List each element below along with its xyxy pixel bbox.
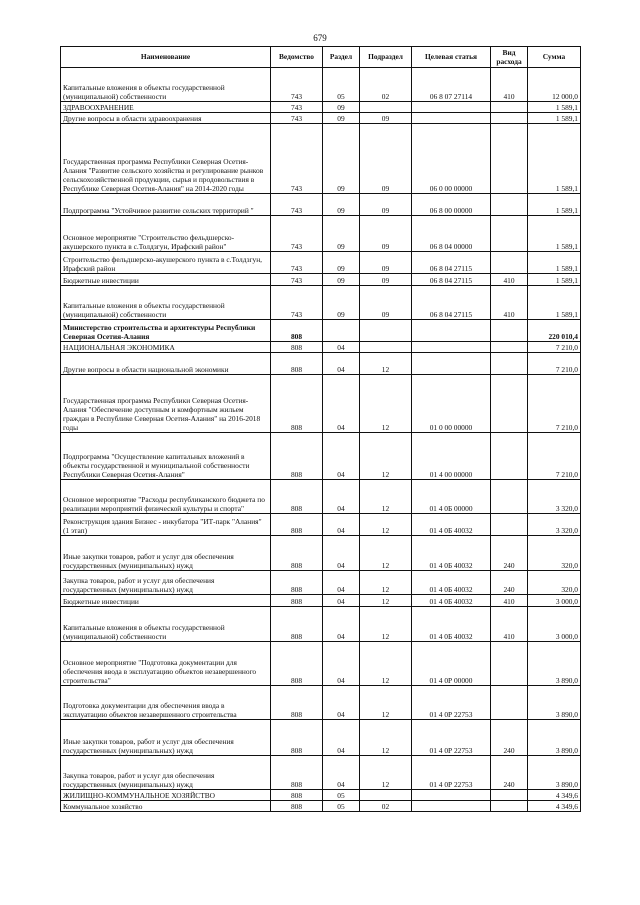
row-amount: 4 349,6: [528, 790, 581, 801]
row-target-article: [412, 102, 491, 113]
row-expense-type: [491, 686, 528, 720]
row-department: 808: [271, 720, 323, 756]
row-expense-type: [491, 124, 528, 194]
row-department: 808: [271, 571, 323, 595]
row-department: 808: [271, 536, 323, 571]
row-expense-type: 410: [491, 286, 528, 320]
row-department: 808: [271, 790, 323, 801]
row-expense-type: [491, 342, 528, 353]
row-amount: 1 589,1: [528, 124, 581, 194]
row-name: Капитальные вложения в объекты государственной (муниципальной) собственности: [61, 607, 271, 642]
row-target-article: 06 8 04 27115: [412, 286, 491, 320]
row-department: 808: [271, 480, 323, 514]
row-target-article: [412, 790, 491, 801]
row-name: Подготовка документации для обеспечения ввода в эксплуатацию объектов незавершенного строительства: [61, 686, 271, 720]
row-department: 808: [271, 342, 323, 353]
row-subsection: 12: [360, 595, 412, 607]
row-name: Реконструкция здания Бизнес - инкубатора "ИТ-парк "Алания" (1 этап): [61, 514, 271, 536]
row-target-article: 01 4 0Б 40032: [412, 536, 491, 571]
row-amount: 1 589,1: [528, 102, 581, 113]
row-subsection: [360, 790, 412, 801]
row-amount: 1 589,1: [528, 194, 581, 216]
row-department: 743: [271, 216, 323, 252]
row-amount: 320,0: [528, 536, 581, 571]
row-department: 808: [271, 756, 323, 790]
row-department: 743: [271, 124, 323, 194]
row-expense-type: 410: [491, 274, 528, 286]
row-subsection: 12: [360, 375, 412, 433]
table-row: [61, 536, 581, 571]
row-subsection: 02: [360, 68, 412, 102]
row-subsection: 12: [360, 571, 412, 595]
header-name: Наименование: [61, 47, 271, 68]
row-section: 05: [323, 801, 360, 812]
row-subsection: 09: [360, 252, 412, 274]
row-target-article: 06 8 04 27115: [412, 252, 491, 274]
row-name: Бюджетные инвестиции: [61, 595, 271, 607]
row-name: Подпрограмма "Устойчивое развитие сельских территорий ": [61, 194, 271, 216]
row-name: Строительство фельдшерско-акушерского пункта в с.Толдзгун, Ирафский район: [61, 252, 271, 274]
row-amount: 3 320,0: [528, 480, 581, 514]
row-section: 04: [323, 536, 360, 571]
row-name: НАЦИОНАЛЬНАЯ ЭКОНОМИКА: [61, 342, 271, 353]
row-subsection: 09: [360, 274, 412, 286]
row-target-article: [412, 320, 491, 342]
table-row: [61, 353, 581, 375]
row-section: 09: [323, 124, 360, 194]
table-row: [61, 68, 581, 102]
row-name: Капитальные вложения в объекты государственной (муниципальной) собственности: [61, 68, 271, 102]
row-target-article: [412, 353, 491, 375]
budget-table: [60, 46, 581, 812]
row-subsection: 09: [360, 113, 412, 124]
row-section: 04: [323, 686, 360, 720]
row-department: 808: [271, 801, 323, 812]
row-amount: 7 210,0: [528, 342, 581, 353]
header-expense-type: Вид расхода: [491, 47, 528, 68]
row-subsection: 12: [360, 686, 412, 720]
row-amount: 12 000,0: [528, 68, 581, 102]
row-amount: 3 000,0: [528, 595, 581, 607]
row-name: ЗДРАВООХРАНЕНИЕ: [61, 102, 271, 113]
row-expense-type: [491, 194, 528, 216]
row-subsection: 09: [360, 216, 412, 252]
row-expense-type: 240: [491, 571, 528, 595]
row-target-article: 06 8 00 00000: [412, 194, 491, 216]
table-row: [61, 514, 581, 536]
table-row: [61, 252, 581, 274]
row-section: 09: [323, 252, 360, 274]
row-amount: 3 320,0: [528, 514, 581, 536]
row-target-article: 01 4 0Б 40032: [412, 607, 491, 642]
row-target-article: [412, 342, 491, 353]
row-amount: 3 890,0: [528, 720, 581, 756]
row-expense-type: [491, 642, 528, 686]
row-expense-type: 410: [491, 68, 528, 102]
page-number: 679: [313, 33, 327, 43]
row-amount: 3 890,0: [528, 642, 581, 686]
row-department: 743: [271, 102, 323, 113]
header-section: Раздел: [323, 47, 360, 68]
row-target-article: 06 8 04 27115: [412, 274, 491, 286]
row-department: 808: [271, 375, 323, 433]
row-section: 09: [323, 286, 360, 320]
row-target-article: 01 4 0Р 22753: [412, 756, 491, 790]
row-target-article: 06 8 07 27114: [412, 68, 491, 102]
row-name: Основное мероприятие "Расходы республиканского бюджета по реализации мероприятий физической культуры и спорта": [61, 480, 271, 514]
row-section: 04: [323, 607, 360, 642]
table-row: [61, 595, 581, 607]
row-department: 808: [271, 607, 323, 642]
row-subsection: [360, 342, 412, 353]
row-amount: 7 210,0: [528, 433, 581, 480]
row-name: Другие вопросы в области национальной экономики: [61, 353, 271, 375]
row-name: ЖИЛИЩНО-КОММУНАЛЬНОЕ ХОЗЯЙСТВО: [61, 790, 271, 801]
row-expense-type: [491, 252, 528, 274]
row-section: 04: [323, 642, 360, 686]
row-expense-type: [491, 216, 528, 252]
row-subsection: 09: [360, 124, 412, 194]
row-amount: 3 890,0: [528, 686, 581, 720]
row-expense-type: 410: [491, 607, 528, 642]
row-section: 09: [323, 113, 360, 124]
row-name: Государственная программа Республики Северная Осетия-Алания "Развитие сельского хозяйства и регулирование рынков сельскохозяйственной продукции, сырья и продовольствия в Республике Северная Осетия-Алания" на 2014-2020 годы: [61, 124, 271, 194]
row-name: Другие вопросы в области здравоохранения: [61, 113, 271, 124]
row-section: 05: [323, 790, 360, 801]
row-expense-type: 410: [491, 595, 528, 607]
row-department: 808: [271, 595, 323, 607]
row-section: 04: [323, 595, 360, 607]
row-subsection: 12: [360, 607, 412, 642]
row-subsection: 12: [360, 642, 412, 686]
row-amount: 7 210,0: [528, 353, 581, 375]
row-section: 04: [323, 433, 360, 480]
row-amount: 1 589,1: [528, 216, 581, 252]
row-expense-type: [491, 320, 528, 342]
row-subsection: 12: [360, 536, 412, 571]
row-department: 808: [271, 642, 323, 686]
table-row: [61, 274, 581, 286]
row-target-article: 01 4 0Б 40032: [412, 514, 491, 536]
row-subsection: [360, 102, 412, 113]
row-expense-type: [491, 113, 528, 124]
row-name: Иные закупки товаров, работ и услуг для обеспечения государственных (муниципальных) нужд: [61, 720, 271, 756]
header-row: [61, 47, 581, 68]
table-row: [61, 686, 581, 720]
row-target-article: 06 0 00 00000: [412, 124, 491, 194]
table-body: [61, 68, 581, 812]
header-amount: Сумма: [528, 47, 581, 68]
row-name: Государственная программа Республики Северная Осетия-Алания "Обеспечение доступным и комфортным жильем граждан в Республике Северная Осетия-Алания" на 2016-2018 годы: [61, 375, 271, 433]
row-expense-type: [491, 102, 528, 113]
row-target-article: 06 8 04 00000: [412, 216, 491, 252]
row-subsection: 09: [360, 194, 412, 216]
row-expense-type: [491, 790, 528, 801]
row-section: 09: [323, 194, 360, 216]
row-subsection: 12: [360, 720, 412, 756]
row-expense-type: [491, 375, 528, 433]
row-amount: 3 000,0: [528, 607, 581, 642]
header-subsection: Подраздел: [360, 47, 412, 68]
row-expense-type: 240: [491, 720, 528, 756]
row-expense-type: [491, 480, 528, 514]
table-row: [61, 480, 581, 514]
table-row: [61, 113, 581, 124]
row-amount: 320,0: [528, 571, 581, 595]
row-amount: 4 349,6: [528, 801, 581, 812]
row-section: 09: [323, 102, 360, 113]
row-amount: 3 890,0: [528, 756, 581, 790]
row-target-article: [412, 113, 491, 124]
header-department: Ведомство: [271, 47, 323, 68]
row-target-article: 01 4 0Б 40032: [412, 595, 491, 607]
table-row: [61, 124, 581, 194]
row-expense-type: [491, 353, 528, 375]
row-section: 04: [323, 514, 360, 536]
row-section: 09: [323, 274, 360, 286]
row-department: 743: [271, 252, 323, 274]
table-row: [61, 194, 581, 216]
row-subsection: [360, 320, 412, 342]
row-department: 808: [271, 514, 323, 536]
row-target-article: [412, 801, 491, 812]
row-department: 743: [271, 274, 323, 286]
table-row: [61, 801, 581, 812]
table-row: [61, 642, 581, 686]
row-subsection: 09: [360, 286, 412, 320]
row-name: Закупка товаров, работ и услуг для обеспечения государственных (муниципальных) нужд: [61, 756, 271, 790]
row-name: Коммунальное хозяйство: [61, 801, 271, 812]
row-expense-type: 240: [491, 536, 528, 571]
table-row: [61, 720, 581, 756]
row-amount: 1 589,1: [528, 113, 581, 124]
row-department: 808: [271, 433, 323, 480]
row-department: 808: [271, 686, 323, 720]
row-section: 04: [323, 720, 360, 756]
row-target-article: 01 0 00 00000: [412, 375, 491, 433]
row-subsection: 12: [360, 514, 412, 536]
table-row: [61, 756, 581, 790]
row-section: [323, 320, 360, 342]
table-row: [61, 375, 581, 433]
row-section: 04: [323, 353, 360, 375]
row-department: 808: [271, 320, 323, 342]
header-target-article: Целевая статья: [412, 47, 491, 68]
row-subsection: 12: [360, 756, 412, 790]
row-amount: 7 210,0: [528, 375, 581, 433]
table-row: [61, 286, 581, 320]
table-row: [61, 433, 581, 480]
row-name: Основное мероприятие "Подготовка документации для обеспечения ввода в эксплуатацию объектов незавершенного строительства": [61, 642, 271, 686]
row-target-article: 01 4 0Р 00000: [412, 642, 491, 686]
row-amount: 1 589,1: [528, 252, 581, 274]
row-target-article: 01 4 0Р 22753: [412, 720, 491, 756]
row-amount: 1 589,1: [528, 274, 581, 286]
row-expense-type: [491, 514, 528, 536]
row-subsection: 12: [360, 480, 412, 514]
row-department: 808: [271, 353, 323, 375]
row-department: 743: [271, 194, 323, 216]
row-target-article: 01 4 00 00000: [412, 433, 491, 480]
table-row: [61, 790, 581, 801]
row-amount: 1 589,1: [528, 286, 581, 320]
row-name: Бюджетные инвестиции: [61, 274, 271, 286]
row-department: 743: [271, 113, 323, 124]
row-expense-type: [491, 801, 528, 812]
row-section: 04: [323, 480, 360, 514]
row-name: Иные закупки товаров, работ и услуг для обеспечения государственных (муниципальных) нужд: [61, 536, 271, 571]
row-subsection: 12: [360, 353, 412, 375]
row-name: Закупка товаров, работ и услуг для обеспечения государственных (муниципальных) нужд: [61, 571, 271, 595]
table-row: [61, 216, 581, 252]
row-target-article: 01 4 0Б 00000: [412, 480, 491, 514]
row-name: Министерство строительства и архитектуры Республики Северная Осетия-Алания: [61, 320, 271, 342]
row-section: 04: [323, 756, 360, 790]
row-target-article: 01 4 0Р 22753: [412, 686, 491, 720]
row-name: Подпрограмма "Осуществление капитальных вложений в объекты государственной и муниципальной собственности Республики Северная Осетия-Алания": [61, 433, 271, 480]
row-expense-type: 240: [491, 756, 528, 790]
table-row: [61, 320, 581, 342]
row-target-article: 01 4 0Б 40032: [412, 571, 491, 595]
row-expense-type: [491, 433, 528, 480]
row-section: 04: [323, 571, 360, 595]
table-row: [61, 607, 581, 642]
table-row: [61, 571, 581, 595]
row-name: Капитальные вложения в объекты государственной (муниципальной) собственности: [61, 286, 271, 320]
row-department: 743: [271, 286, 323, 320]
row-section: 04: [323, 342, 360, 353]
row-name: Основное мероприятие "Строительство фельдшерско-акушерского пункта в с.Толдзгун, Ирафский район": [61, 216, 271, 252]
row-subsection: 12: [360, 433, 412, 480]
row-section: 04: [323, 375, 360, 433]
row-section: 09: [323, 216, 360, 252]
row-subsection: 02: [360, 801, 412, 812]
row-amount: 220 010,4: [528, 320, 581, 342]
table-row: [61, 102, 581, 113]
row-section: 05: [323, 68, 360, 102]
row-department: 743: [271, 68, 323, 102]
table-row: [61, 342, 581, 353]
